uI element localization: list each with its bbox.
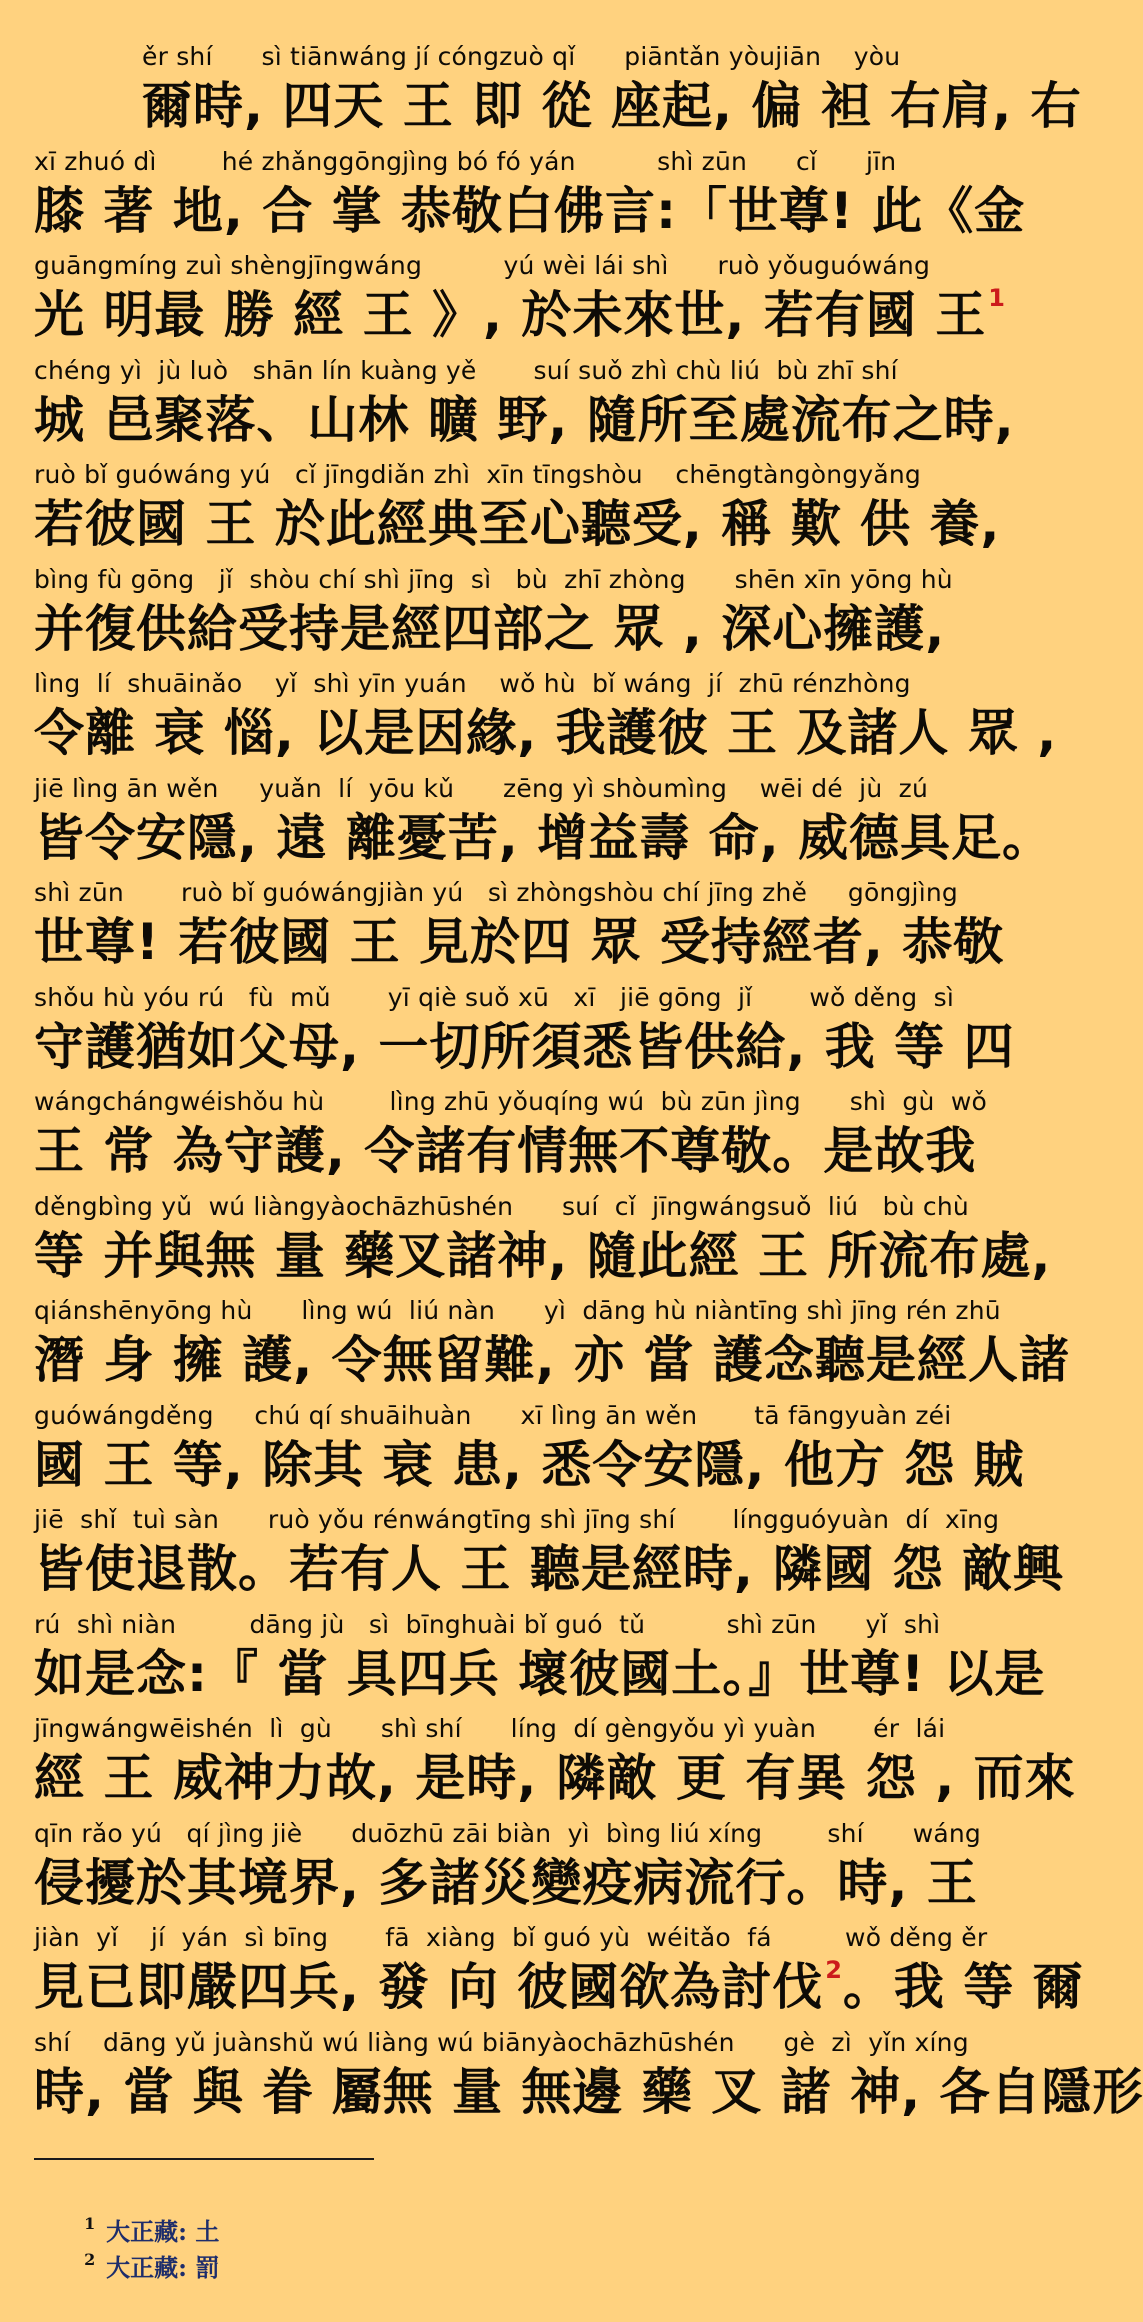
hanzi-row: 王 常 為守護, 令諸有情無不尊敬。是故我	[34, 1122, 977, 1180]
footnote-number: 1	[84, 2214, 96, 2233]
text-line	[34, 665, 1058, 770]
hanzi-row: 如是念:『 當 具四兵 壞彼國土。』世尊! 以是	[34, 1644, 1046, 1703]
hanzi-text-tail: 。我 等 爾	[842, 1958, 1084, 2016]
hanzi-row: 世尊! 若彼國 王 見於四 眾 受持經者, 恭敬	[34, 913, 1005, 971]
hanzi-row: 膝 著 地, 合 掌 恭敬白佛言:「世尊! 此《金	[34, 181, 1026, 240]
text-line	[34, 561, 1046, 666]
pinyin-row: jīngwángwēishén lì gù shì shí líng dí gèngyǒu yì yuàn ér lái	[34, 1714, 946, 1743]
text-line	[34, 1919, 1084, 2024]
footnote-item	[34, 2178, 394, 2246]
pinyin-row: shí dāng yǔ juànshǔ wú liàng wú biānyàochāzhūshén gè zì yǐn xíng	[34, 2027, 969, 2057]
hanzi-row: 并復供給受持是經四部之 眾 , 深心擁護,	[34, 599, 946, 658]
hanzi-text: 光 明最 勝 經 王 》, 於未來世, 若有國 王	[34, 286, 987, 344]
pinyin-row: rú shì niàn dāng jù sì bīnghuài bǐ guó tǔ shì zūn yǐ shì	[34, 1609, 941, 1639]
pinyin-row: guāngmíng zuì shèngjīngwáng yú wèi lái shì ruò yǒuguówáng	[34, 251, 931, 280]
hanzi-row: 若彼國 王 於此經典至心聽受, 稱 歎 供 養,	[34, 495, 1001, 553]
footnotes	[34, 2158, 394, 2282]
footnote-ref-2[interactable]: 2	[825, 1956, 843, 1985]
hanzi-text: 見已即嚴四兵, 發 向 彼國欲為討伐	[34, 1958, 824, 2016]
text-line	[34, 1083, 1046, 1188]
pinyin-row: wángchángwéishǒu hù lìng zhū yǒuqíng wú bù zūn jìng shì gù wǒ	[34, 1087, 987, 1116]
hanzi-row: 侵擾於其境界, 多諸災變疫病流行。時, 王	[34, 1853, 978, 1912]
text-line	[34, 456, 1046, 561]
hanzi-row: 等 并與無 量 藥叉諸神, 隨此經 王 所流布處,	[34, 1226, 1052, 1285]
text-line	[34, 874, 1046, 979]
text-line	[34, 143, 1046, 248]
text-line	[34, 352, 1046, 457]
pinyin-row: qīn rǎo yú qí jìng jiè duōzhū zāi biàn yì bìng liú xíng shí wáng	[34, 1818, 981, 1848]
footnote-ref-1[interactable]: 1	[988, 284, 1006, 313]
hanzi-row: 皆使退散。若有人 王 聽是經時, 隣國 怨 敵興	[34, 1540, 1065, 1598]
hanzi-row: 時, 當 與 眷 屬無 量 無邊 藥 叉 諸 神, 各自隱形	[34, 2062, 1143, 2121]
pinyin-row: qiánshēnyōng hù lìng wú liú nàn yì dāng hù niàntīng shì jīng rén zhū	[34, 1296, 1001, 1325]
pinyin-row: guówángděng chú qí shuāihuàn xī lìng ān wěn tā fāngyuàn zéi	[34, 1400, 952, 1430]
text-line	[34, 38, 1082, 143]
pinyin-row: jiàn yǐ jí yán sì bīng fā xiàng bǐ guó yù wéitǎo fá wǒ děng ěr	[34, 1923, 988, 1952]
pinyin-row: shì zūn ruò bǐ guówángjiàn yú sì zhòngshòu chí jīng zhě gōngjìng	[34, 878, 958, 907]
pinyin-row: ěr shí sì tiānwáng jí cóngzuò qǐ piāntǎn yòujiān yòu	[142, 42, 901, 71]
footnote-number: 2	[84, 2250, 96, 2269]
pinyin-row: lìng lí shuāinǎo yǐ shì yīn yuán wǒ hù bǐ wáng jí zhū rénzhòng	[34, 669, 911, 698]
hanzi-row: 爾時, 四天 王 即 從 座起, 偏 袒 右肩, 右	[142, 77, 1082, 135]
hanzi-row: 皆令安隱, 遠 離憂苦, 增益壽 命, 威德具足。	[34, 808, 1054, 867]
footnote-text: 大正藏: 土	[106, 2217, 220, 2246]
hanzi-row: 經 王 威神力故, 是時, 隣敵 更 有異 怨 , 而來	[34, 1749, 1076, 1807]
text-line	[34, 1710, 1076, 1815]
sutra-text-block	[34, 38, 1143, 2128]
text-line	[34, 1606, 1046, 1711]
pinyin-row: xī zhuó dì hé zhǎnggōngjìng bó fó yán shì zūn cǐ jīn	[34, 146, 897, 176]
pinyin-row: bìng fù gōng jǐ shòu chí shì jīng sì bù zhī zhòng shēn xīn yōng hù	[34, 564, 953, 594]
text-line	[34, 1501, 1065, 1606]
pinyin-row: chéng yì jù luò shān lín kuàng yě suí suǒ zhì chù liú bù zhī shí	[34, 355, 898, 385]
hanzi-row: 潛 身 擁 護, 令無留難, 亦 當 護念聽是經人諸	[34, 1331, 1070, 1389]
pinyin-row: ruò bǐ guówáng yú cǐ jīngdiǎn zhì xīn tīngshòu chēngtàngòngyǎng	[34, 460, 921, 489]
text-line	[34, 2024, 1143, 2129]
text-line	[34, 979, 1046, 1084]
pinyin-row: shǒu hù yóu rú fù mǔ yī qiè suǒ xū xī jiē gōng jǐ wǒ děng sì	[34, 982, 955, 1012]
hanzi-row	[34, 1956, 1084, 2017]
hanzi-row	[34, 285, 1046, 345]
text-line	[34, 1397, 1046, 1502]
hanzi-row: 國 王 等, 除其 衰 患, 悉令安隱, 他方 怨 賊	[34, 1435, 1025, 1494]
hanzi-row: 守護猶如父母, 一切所須悉皆供給, 我 等 四	[34, 1017, 1015, 1076]
footnote-text: 大正藏: 罰	[106, 2253, 220, 2282]
text-line	[34, 770, 1054, 875]
pinyin-row: jiē lìng ān wěn yuǎn lí yōu kǔ zēng yì shòumìng wēi dé jù zú	[34, 773, 929, 803]
hanzi-row: 城 邑聚落、山林 曠 野, 隨所至處流布之時,	[34, 390, 1015, 449]
text-line	[34, 1188, 1052, 1293]
text-line	[34, 1815, 1046, 1920]
text-line	[34, 1292, 1070, 1397]
hanzi-row: 令離 衰 惱, 以是因緣, 我護彼 王 及諸人 眾 ,	[34, 704, 1058, 762]
pinyin-row: jiē shǐ tuì sàn ruò yǒu rénwángtīng shì jīng shí língguóyuàn dí xīng	[34, 1505, 1000, 1534]
pinyin-row: děngbìng yǔ wú liàngyàochāzhūshén suí cǐ jīngwángsuǒ liú bù chù	[34, 1191, 969, 1221]
footnote-divider	[34, 2158, 374, 2160]
text-line	[34, 247, 1046, 352]
